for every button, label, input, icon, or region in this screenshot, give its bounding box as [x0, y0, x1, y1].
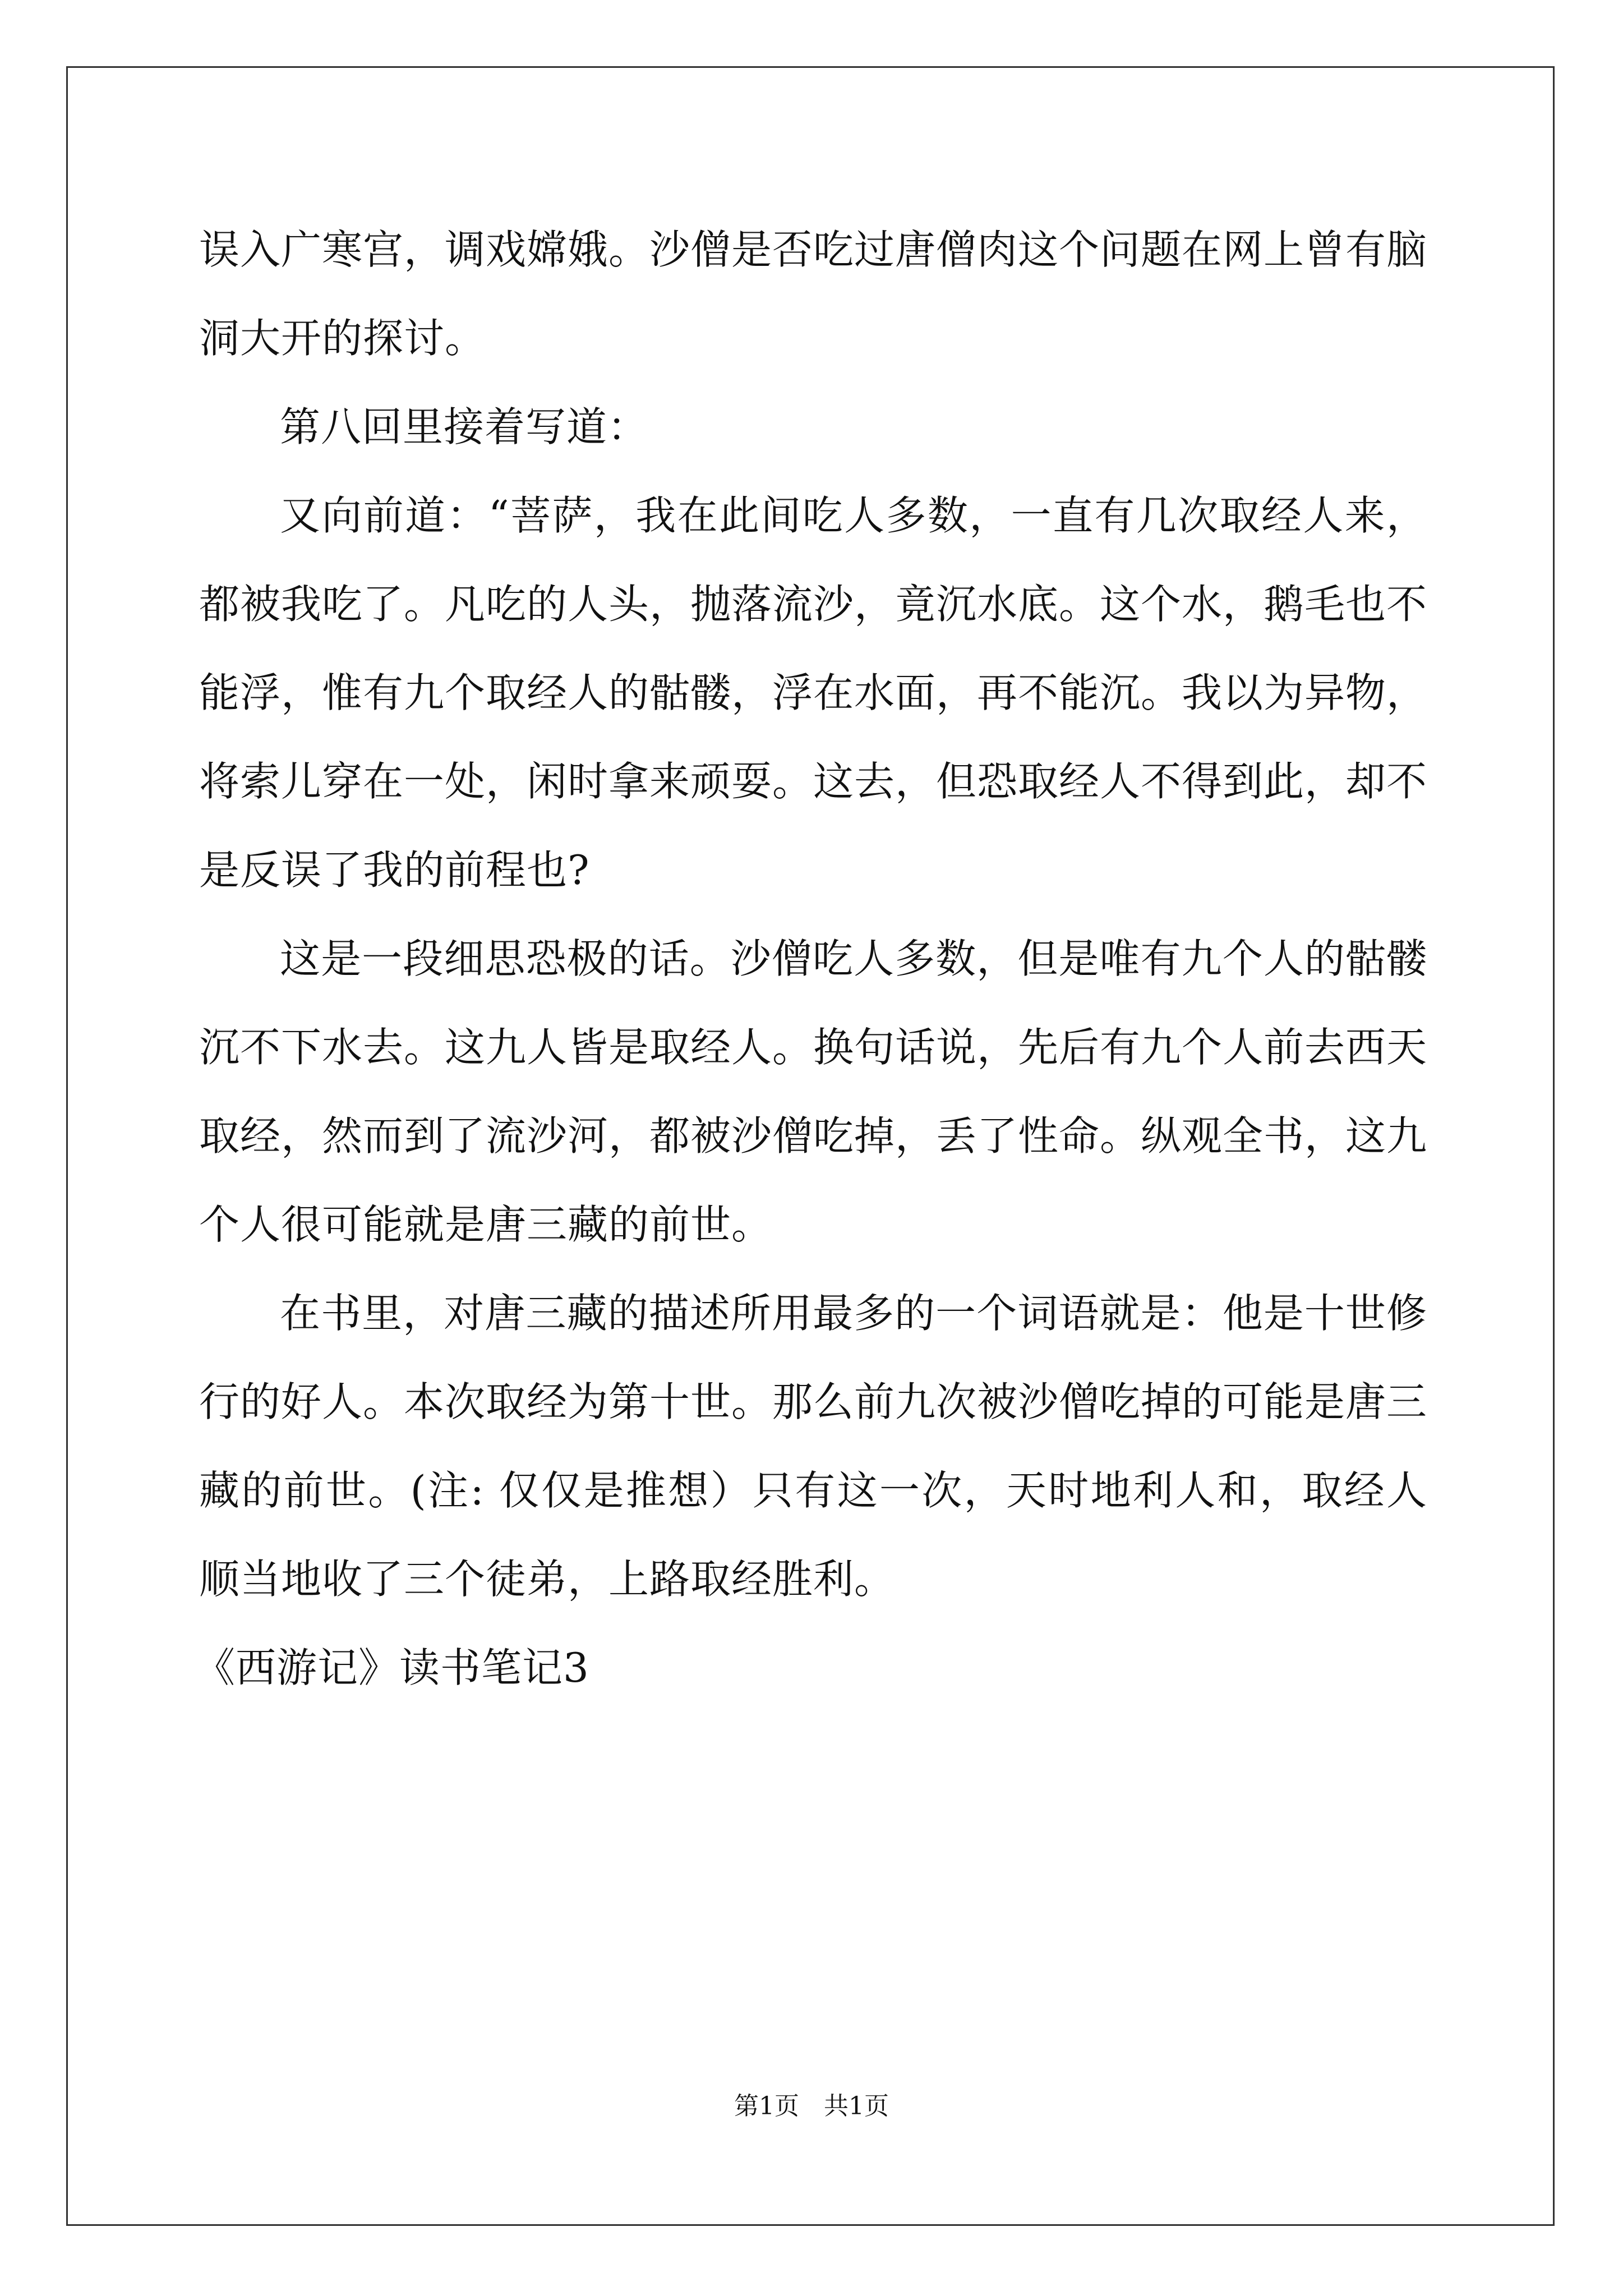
page-footer: 第1页 共1页 — [734, 2092, 889, 2120]
paragraph-quote: 又向前道：“菩萨，我在此间吃人多数，一直有几次取经人来，都被我吃了。凡吃的人头，抛落流沙，竟沉水底。这个水，鹅毛也不能浮，惟有九个取经人的骷髅，浮在水面，再不能沉。我以为异物，将索儿穿在一处，闲时拿来顽耍。这去，但恐取经人不得到此，却不是反误了我的前程也? — [199, 492, 1428, 894]
paragraph-analysis: 这是一段细思恐极的话。沙僧吃人多数，但是唯有九个人的骷髅沉不下水去。这九人皆是取经人。换句话说，先后有九个人前去西天取经，然而到了流沙河，都被沙僧吃掉，丢了性命。纵观全书，这九个人很可能就是唐三藏的前世。 — [199, 935, 1428, 1248]
document-body — [195, 205, 1428, 1712]
paragraph-continuation: 误入广寒宫，调戏嫦娥。沙僧是否吃过唐僧肉这个问题在网上曾有脑洞大开的探讨。 — [199, 226, 1428, 362]
paragraph-chapter-intro: 第八回里接着写道： — [280, 403, 649, 450]
paragraph-conclusion: 在书里，对唐三藏的描述所用最多的一个词语就是：他是十世修行的好人。本次取经为第十世。那么前九次被沙僧吃掉的可能是唐三藏的前世。(注: 仅仅是推想）只有这一次，天时地利人和，取经人顺当地收了三个徒弟，上路取经胜利。 — [199, 1290, 1428, 1603]
section-heading: 《西游记》读书笔记3 — [195, 1644, 589, 1691]
